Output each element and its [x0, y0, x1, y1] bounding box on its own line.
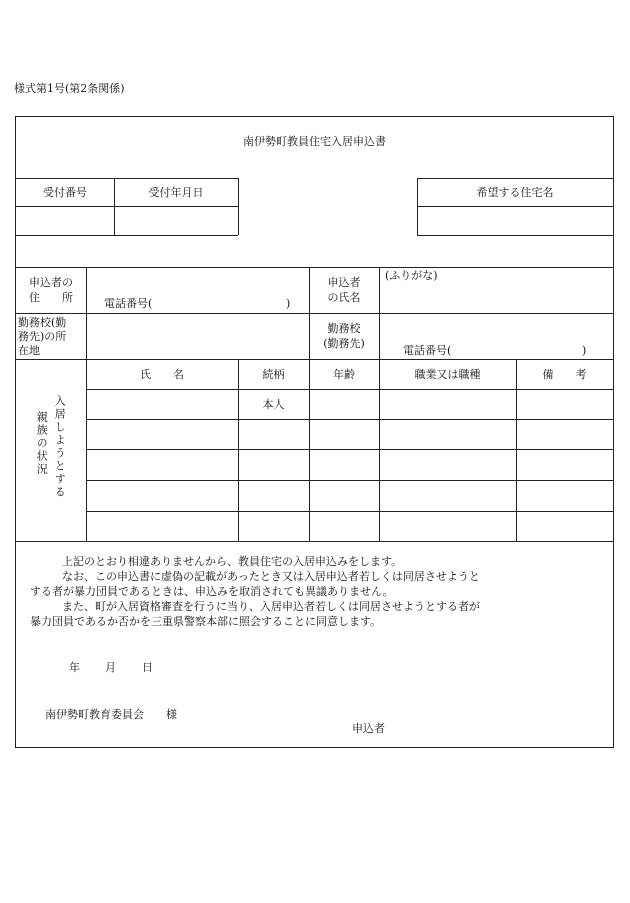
declaration-line4: また、町が入居資格審査を行うに当り、入居申込者若しくは同居させようとする者が	[62, 600, 480, 613]
family-detail-fields[interactable]	[310, 390, 612, 540]
first-row-relation: 本人	[262, 398, 285, 411]
applicant-name-field[interactable]	[381, 283, 612, 312]
applicant-sign-label: 申込者	[352, 722, 385, 735]
school-address-label-line2: 務先)の所	[18, 330, 67, 343]
declaration-line3: する者が暴力団員であるときは、申込みを取消されても異議ありません。	[30, 585, 394, 598]
declaration-line2: なお、この申込書に虚偽の記載があったとき又は入居申込者若しくは同居させようと	[62, 570, 480, 583]
school-name-field[interactable]	[381, 314, 612, 342]
furigana-label: (ふりがな)	[385, 269, 438, 282]
school-phone-close: )	[582, 344, 587, 357]
desired-housing-label: 希望する住宅名	[476, 186, 554, 199]
form-title: 南伊勢町教員住宅入居申込書	[243, 135, 386, 148]
family-side-label-col1: 入居しようとする	[53, 395, 67, 499]
declaration-line1: 上記のとおり相違ありませんから、教員住宅の入居申込みをします。	[62, 555, 403, 568]
addressee: 南伊勢町教育委員会 様	[45, 708, 177, 721]
reception-number-label: 受付番号	[43, 186, 87, 199]
application-form	[15, 116, 614, 748]
school-address-field[interactable]	[88, 314, 308, 358]
address-label-line1: 申込者の	[29, 276, 73, 289]
date-year: 年	[69, 661, 80, 674]
family-side-label-col2: 親族の状況	[35, 411, 49, 476]
form-number: 様式第1号(第2条関係)	[14, 82, 125, 95]
applicant-phone-close: )	[286, 297, 291, 310]
header-occupation: 職業又は職種	[414, 368, 481, 381]
school-name-label-line1: 勤務校	[327, 322, 361, 335]
school-phone-label: 電話番号(	[403, 344, 452, 357]
desired-housing-field[interactable]	[418, 207, 612, 234]
date-day: 日	[142, 661, 153, 674]
date-month: 月	[105, 661, 116, 674]
reception-number-field[interactable]	[17, 207, 113, 234]
family-name-fields[interactable]	[88, 390, 237, 540]
header-relation: 続柄	[262, 368, 285, 381]
header-remarks: 備 考	[542, 368, 587, 381]
school-address-label-line3: 在地	[18, 344, 40, 357]
school-address-label-line1: 勤務校(勤	[18, 316, 67, 329]
declaration-line5: 暴力団員であるか否かを三重県警察本部に照会することに同意します。	[30, 615, 382, 628]
header-name: 氏 名	[140, 368, 184, 381]
applicant-name-label-line2: の氏名	[327, 291, 361, 304]
applicant-phone-label: 電話番号(	[104, 297, 153, 310]
reception-date-field[interactable]	[115, 207, 237, 234]
reception-date-label: 受付年月日	[148, 186, 204, 199]
school-name-label-line2: (勤務先)	[323, 337, 365, 350]
applicant-name-label-line1: 申込者	[327, 276, 361, 289]
header-age: 年齢	[333, 368, 355, 381]
address-label-line2: 住 所	[29, 291, 73, 304]
